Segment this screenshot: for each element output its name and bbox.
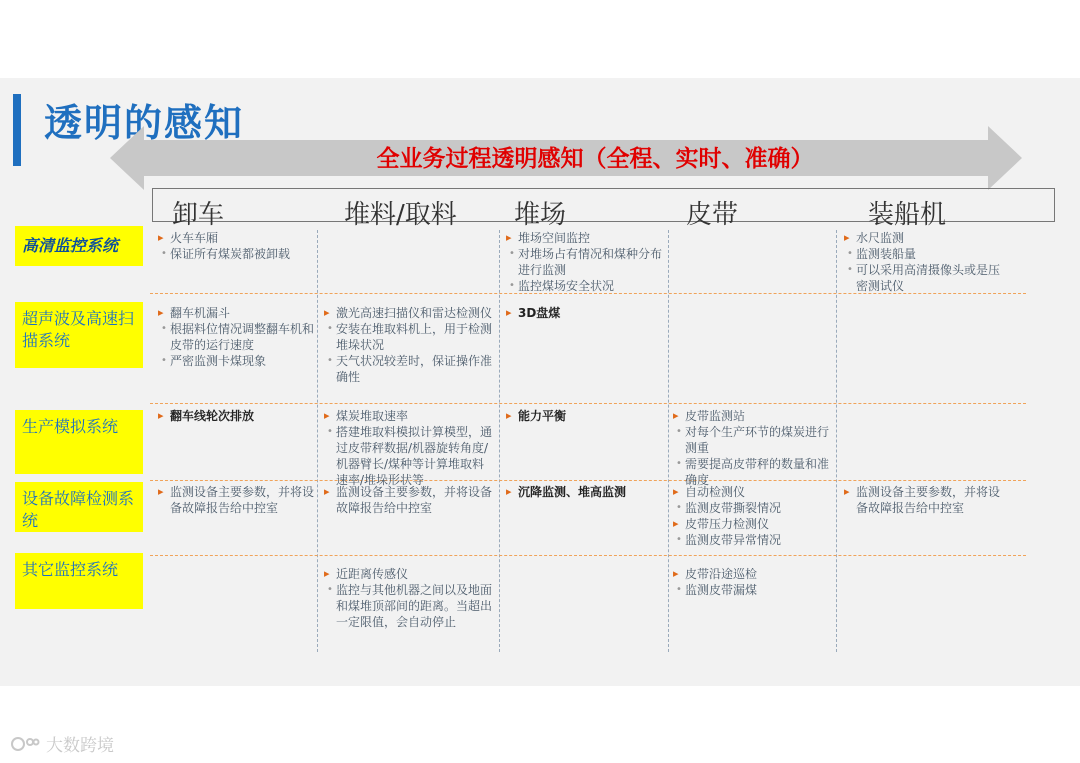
cell-item: ▸ 监测设备主要参数，并将设备故障报告给中控室 [844,484,1004,516]
column-header: 堆场 [514,200,567,230]
cell-item: ▸ 皮带沿途巡检 [673,566,831,582]
cell-item: • 可以采用高清摄像头或是压密测试仪 [844,262,1004,294]
table-cell [158,230,316,262]
row-divider [150,555,1026,556]
cell-item: • 需要提高皮带秤的数量和准确度 [673,456,831,488]
table-cell [324,484,496,516]
row-label: 超声波及高速扫描系统 [15,302,143,368]
table-cell [324,305,496,385]
row-label: 设备故障检测系统 [15,482,143,532]
table-cell [324,566,496,630]
row-label: 其它监控系统 [15,553,143,609]
row-label: 生产模拟系统 [15,410,143,474]
table-cell [844,230,1004,294]
table-cell [506,484,666,500]
cell-item: • 对每个生产环节的煤炭进行测重 [673,424,831,456]
cell-item: • 监测皮带漏煤 [673,582,831,598]
cell-item: ▸ 3D盘煤 [506,305,666,321]
table-cell [673,484,831,548]
cell-item: ▸ 皮带监测站 [673,408,831,424]
brand-logo-icon [10,734,40,754]
cell-item: ▸ 翻车线轮次排放 [158,408,316,424]
cell-item: ▸ 皮带压力检测仪 [673,516,831,532]
cell-item: ▸ 监测设备主要参数，并将设备故障报告给中控室 [158,484,316,516]
table-cell [324,408,496,488]
row-divider [150,403,1026,404]
cell-item: • 严密监测卡煤现象 [158,353,316,369]
cell-item: ▸ 激光高速扫描仪和雷达检测仪 [324,305,496,321]
cell-item: • 监测皮带异常情况 [673,532,831,548]
table-cell [506,305,666,321]
table-cell [844,484,1004,516]
column-header: 卸车 [172,200,225,230]
table-cell [506,230,666,294]
table-cell [158,305,316,369]
cell-item: ▸ 堆场空间监控 [506,230,666,246]
cell-item: • 保证所有煤炭都被卸载 [158,246,316,262]
cell-item: • 监测装船量 [844,246,1004,262]
column-header: 装船机 [868,200,947,230]
table-cell [673,566,831,598]
cell-item: ▸ 煤炭堆取速率 [324,408,496,424]
slide [0,78,1080,686]
table-cell [158,484,316,516]
page-title: 透明的感知 [44,101,245,145]
table-cell [506,408,666,424]
cell-item: • 监控与其他机器之间以及地面和煤堆顶部间的距离。当超出一定限值，会自动停止 [324,582,496,630]
row-divider [150,480,1026,481]
banner-text: 全业务过程透明感知（全程、实时、准确） [376,146,814,172]
cell-item: ▸ 近距离传感仪 [324,566,496,582]
cell-item: • 根据料位情况调整翻车机和皮带的运行速度 [158,321,316,353]
column-header: 堆料/取料 [344,200,457,230]
cell-item: ▸ 水尺监测 [844,230,1004,246]
cell-item: ▸ 自动检测仪 [673,484,831,500]
watermark-text: 大数跨境 [46,736,114,756]
watermark [10,731,114,756]
cell-item: • 安装在堆取料机上，用于检测堆垛状况 [324,321,496,353]
cell-item: • 监测皮带撕裂情况 [673,500,831,516]
cell-item: ▸ 能力平衡 [506,408,666,424]
cell-item: • 监控煤场安全状况 [506,278,666,294]
cell-item: ▸ 沉降监测、堆高监测 [506,484,666,500]
column-header: 皮带 [686,200,739,230]
table-cell [673,408,831,488]
cell-item: • 搭建堆取料模拟计算模型，通过皮带秤数据/机器旋转角度/机器臂长/煤种等计算堆取料速率/堆垛形状等 [324,424,496,488]
cell-item: ▸ 火车车厢 [158,230,316,246]
row-label: 高清监控系统 [15,226,143,266]
cell-item: ▸ 监测设备主要参数，并将设备故障报告给中控室 [324,484,496,516]
table-cell [158,408,316,424]
cell-item: • 天气状况较差时，保证操作准确性 [324,353,496,385]
cell-item: ▸ 翻车机漏斗 [158,305,316,321]
cell-item: • 对堆场占有情况和煤种分布进行监测 [506,246,666,278]
